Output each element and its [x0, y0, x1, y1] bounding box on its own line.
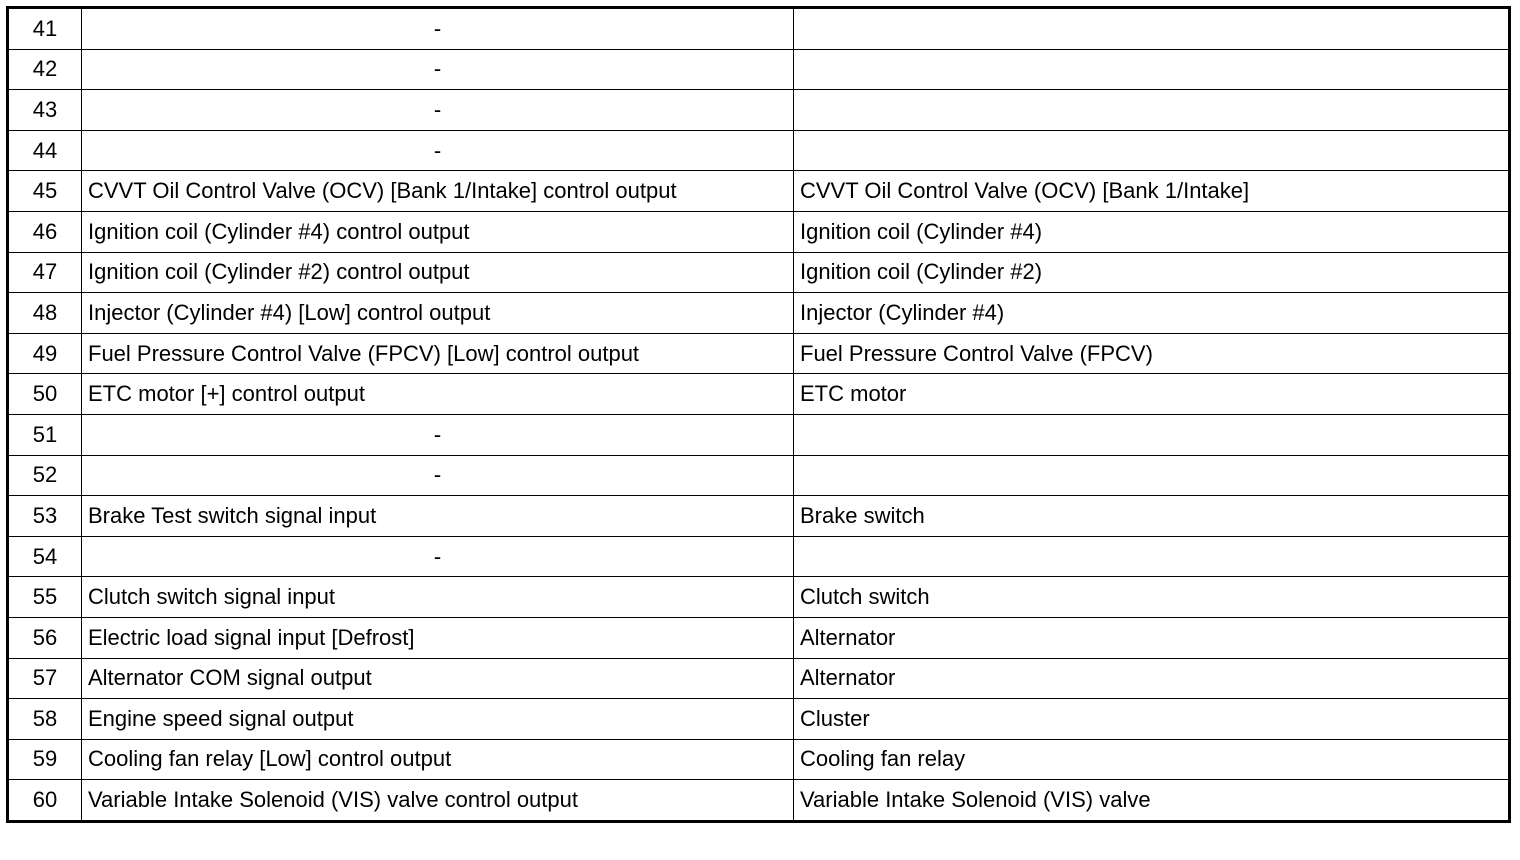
description-cell: Ignition coil (Cylinder #4) control output: [82, 211, 794, 252]
description-cell: -: [82, 49, 794, 90]
table-row: [8, 252, 1510, 293]
connected-component-cell: Ignition coil (Cylinder #2): [794, 252, 1510, 293]
table-row: [8, 211, 1510, 252]
table-row: [8, 536, 1510, 577]
table-row: [8, 455, 1510, 496]
pin-number-cell: 51: [8, 414, 82, 455]
connected-component-cell: ETC motor: [794, 374, 1510, 415]
description-cell: Brake Test switch signal input: [82, 496, 794, 537]
pin-number-cell: 47: [8, 252, 82, 293]
description-cell: -: [82, 130, 794, 171]
connected-component-cell: Fuel Pressure Control Valve (FPCV): [794, 333, 1510, 374]
connected-component-cell: Brake switch: [794, 496, 1510, 537]
description-cell: Clutch switch signal input: [82, 577, 794, 618]
pin-number-cell: 45: [8, 171, 82, 212]
connected-component-cell: [794, 8, 1510, 50]
pin-number-cell: 59: [8, 739, 82, 780]
connected-component-cell: Variable Intake Solenoid (VIS) valve: [794, 780, 1510, 822]
connected-component-cell: CVVT Oil Control Valve (OCV) [Bank 1/Intake]: [794, 171, 1510, 212]
table-row: [8, 49, 1510, 90]
description-cell: -: [82, 8, 794, 50]
table-row: [8, 739, 1510, 780]
pin-number-cell: 43: [8, 90, 82, 131]
description-cell: Cooling fan relay [Low] control output: [82, 739, 794, 780]
table-row: [8, 414, 1510, 455]
description-cell: -: [82, 90, 794, 131]
connected-component-cell: Clutch switch: [794, 577, 1510, 618]
table-row: [8, 780, 1510, 822]
connected-component-cell: [794, 414, 1510, 455]
connected-component-cell: [794, 455, 1510, 496]
pin-number-cell: 58: [8, 699, 82, 740]
pin-number-cell: 48: [8, 293, 82, 334]
connected-component-cell: Alternator: [794, 658, 1510, 699]
table-row: [8, 577, 1510, 618]
table-row: [8, 374, 1510, 415]
pin-number-cell: 46: [8, 211, 82, 252]
pin-number-cell: 57: [8, 658, 82, 699]
pin-number-cell: 41: [8, 8, 82, 50]
connected-component-cell: Injector (Cylinder #4): [794, 293, 1510, 334]
table-row: [8, 617, 1510, 658]
table-row: [8, 130, 1510, 171]
table-row: [8, 699, 1510, 740]
table-row: [8, 658, 1510, 699]
description-cell: ETC motor [+] control output: [82, 374, 794, 415]
table-row: [8, 8, 1510, 50]
connected-component-cell: Ignition coil (Cylinder #4): [794, 211, 1510, 252]
table-body: [8, 8, 1510, 822]
pin-number-cell: 53: [8, 496, 82, 537]
description-cell: Injector (Cylinder #4) [Low] control output: [82, 293, 794, 334]
connected-component-cell: Cooling fan relay: [794, 739, 1510, 780]
connected-component-cell: [794, 49, 1510, 90]
description-cell: -: [82, 536, 794, 577]
connected-component-cell: [794, 536, 1510, 577]
pin-description-table: [6, 6, 1511, 823]
description-cell: Fuel Pressure Control Valve (FPCV) [Low] control output: [82, 333, 794, 374]
pin-number-cell: 60: [8, 780, 82, 822]
description-cell: Engine speed signal output: [82, 699, 794, 740]
pin-number-cell: 55: [8, 577, 82, 618]
pin-number-cell: 49: [8, 333, 82, 374]
table-row: [8, 333, 1510, 374]
description-cell: -: [82, 414, 794, 455]
description-cell: Variable Intake Solenoid (VIS) valve control output: [82, 780, 794, 822]
connected-component-cell: Cluster: [794, 699, 1510, 740]
pin-number-cell: 56: [8, 617, 82, 658]
table-row: [8, 293, 1510, 334]
pin-number-cell: 50: [8, 374, 82, 415]
pin-number-cell: 42: [8, 49, 82, 90]
description-cell: Ignition coil (Cylinder #2) control output: [82, 252, 794, 293]
description-cell: Electric load signal input [Defrost]: [82, 617, 794, 658]
pin-number-cell: 54: [8, 536, 82, 577]
connected-component-cell: [794, 90, 1510, 131]
table-row: [8, 171, 1510, 212]
description-cell: -: [82, 455, 794, 496]
connected-component-cell: [794, 130, 1510, 171]
description-cell: CVVT Oil Control Valve (OCV) [Bank 1/Intake] control output: [82, 171, 794, 212]
pin-number-cell: 52: [8, 455, 82, 496]
table-row: [8, 496, 1510, 537]
table-row: [8, 90, 1510, 131]
pin-number-cell: 44: [8, 130, 82, 171]
description-cell: Alternator COM signal output: [82, 658, 794, 699]
connected-component-cell: Alternator: [794, 617, 1510, 658]
